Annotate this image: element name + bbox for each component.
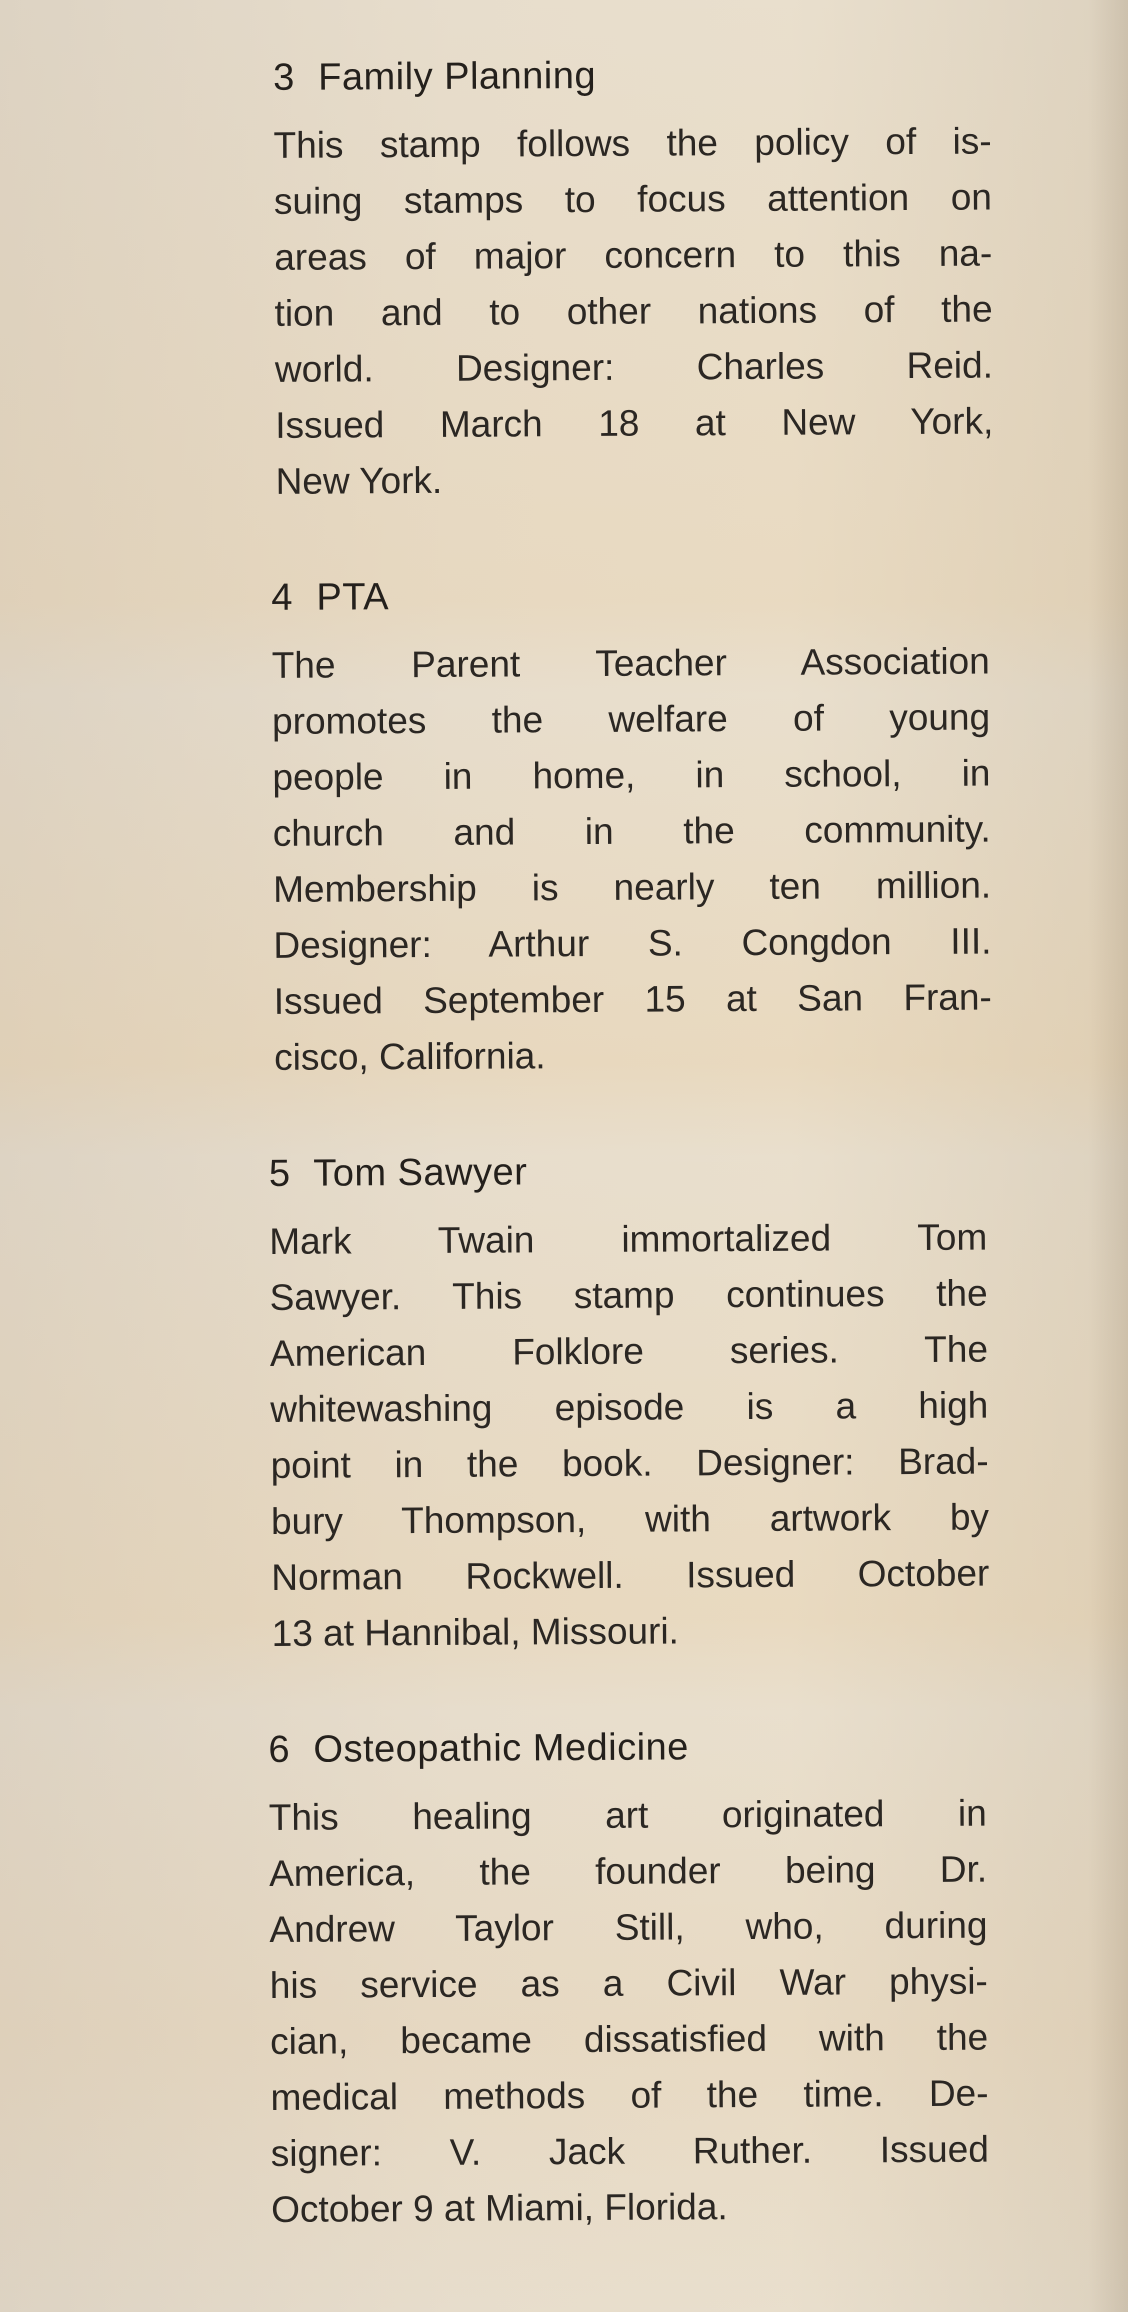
- document-page: [258, 45, 1032, 2298]
- body-line: Sawyer. This stamp continues the: [269, 1272, 988, 1318]
- body-line: his service as a Civil War physi-: [269, 1960, 988, 2006]
- entry-heading: [273, 45, 1018, 106]
- body-line: Issued March 18 at New York,: [275, 400, 994, 446]
- body-line: cian, became dissatisfied with the: [270, 2016, 989, 2062]
- entry-title: Osteopathic Medicine: [313, 1726, 689, 1771]
- body-line: church and in the community.: [272, 808, 991, 854]
- body-line: Designer: Arthur S. Congdon III.: [273, 920, 992, 966]
- body-line: tion and to other nations of the: [274, 288, 993, 334]
- body-line: New York.: [275, 459, 443, 502]
- entry-number: 4: [271, 576, 294, 619]
- entry-osteopathic-medicine: [268, 1717, 1031, 2238]
- body-line: American Folklore series. The: [269, 1328, 989, 1374]
- entry-body: [272, 633, 1025, 1086]
- body-line: October 9 at Miami, Florida.: [271, 2186, 728, 2230]
- entry-title: PTA: [316, 576, 390, 619]
- body-line: This healing art originated in: [268, 1792, 987, 1838]
- entry-body: [269, 1785, 1032, 2238]
- entry-number: 5: [268, 1152, 291, 1195]
- body-line: world. Designer: Charles Reid.: [274, 344, 994, 390]
- entry-title: Tom Sawyer: [313, 1151, 528, 1195]
- body-line: Membership is nearly ten million.: [273, 864, 992, 910]
- entry-number: 3: [273, 56, 295, 99]
- body-line: bury Thompson, with artwork by: [270, 1496, 990, 1542]
- entry-heading: [268, 1717, 1028, 1778]
- body-line: Norman Rockwell. Issued October: [271, 1552, 990, 1598]
- entry-pta: [271, 565, 1024, 1086]
- body-line: Andrew Taylor Still, who, during: [269, 1904, 988, 1950]
- entry-body: [273, 113, 1020, 510]
- body-line: Mark Twain immortalized Tom: [269, 1216, 988, 1262]
- body-line: areas of major concern to this na-: [274, 232, 993, 278]
- body-line: promotes the welfare of young: [271, 696, 991, 742]
- entry-heading: [271, 565, 1021, 626]
- body-line: suing stamps to focus attention on: [273, 176, 993, 222]
- body-line: whitewashing episode is a high: [270, 1384, 989, 1430]
- body-line: Issued September 15 at San Fran-: [273, 976, 992, 1022]
- entry-heading: [269, 1141, 1025, 1202]
- body-line: signer: V. Jack Ruther. Issued: [270, 2128, 989, 2174]
- entry-family-planning: [273, 45, 1021, 510]
- entry-tom-sawyer: [269, 1141, 1028, 1662]
- body-line: point in the book. Designer: Brad-: [270, 1440, 989, 1486]
- body-line: This stamp follows the policy of is-: [273, 120, 992, 166]
- body-line: people in home, in school, in: [272, 752, 991, 798]
- body-line: America, the founder being Dr.: [269, 1848, 988, 1894]
- body-line: cisco, California.: [274, 1035, 546, 1078]
- entry-body: [269, 1209, 1028, 1662]
- page-edge-shadow: [1088, 0, 1128, 2312]
- entry-title: Family Planning: [318, 54, 597, 99]
- body-line: The Parent Teacher Association: [271, 640, 990, 686]
- entry-number: 6: [268, 1728, 291, 1771]
- body-line: medical methods of the time. De-: [270, 2072, 989, 2118]
- body-line: 13 at Hannibal, Missouri.: [271, 1610, 679, 1654]
